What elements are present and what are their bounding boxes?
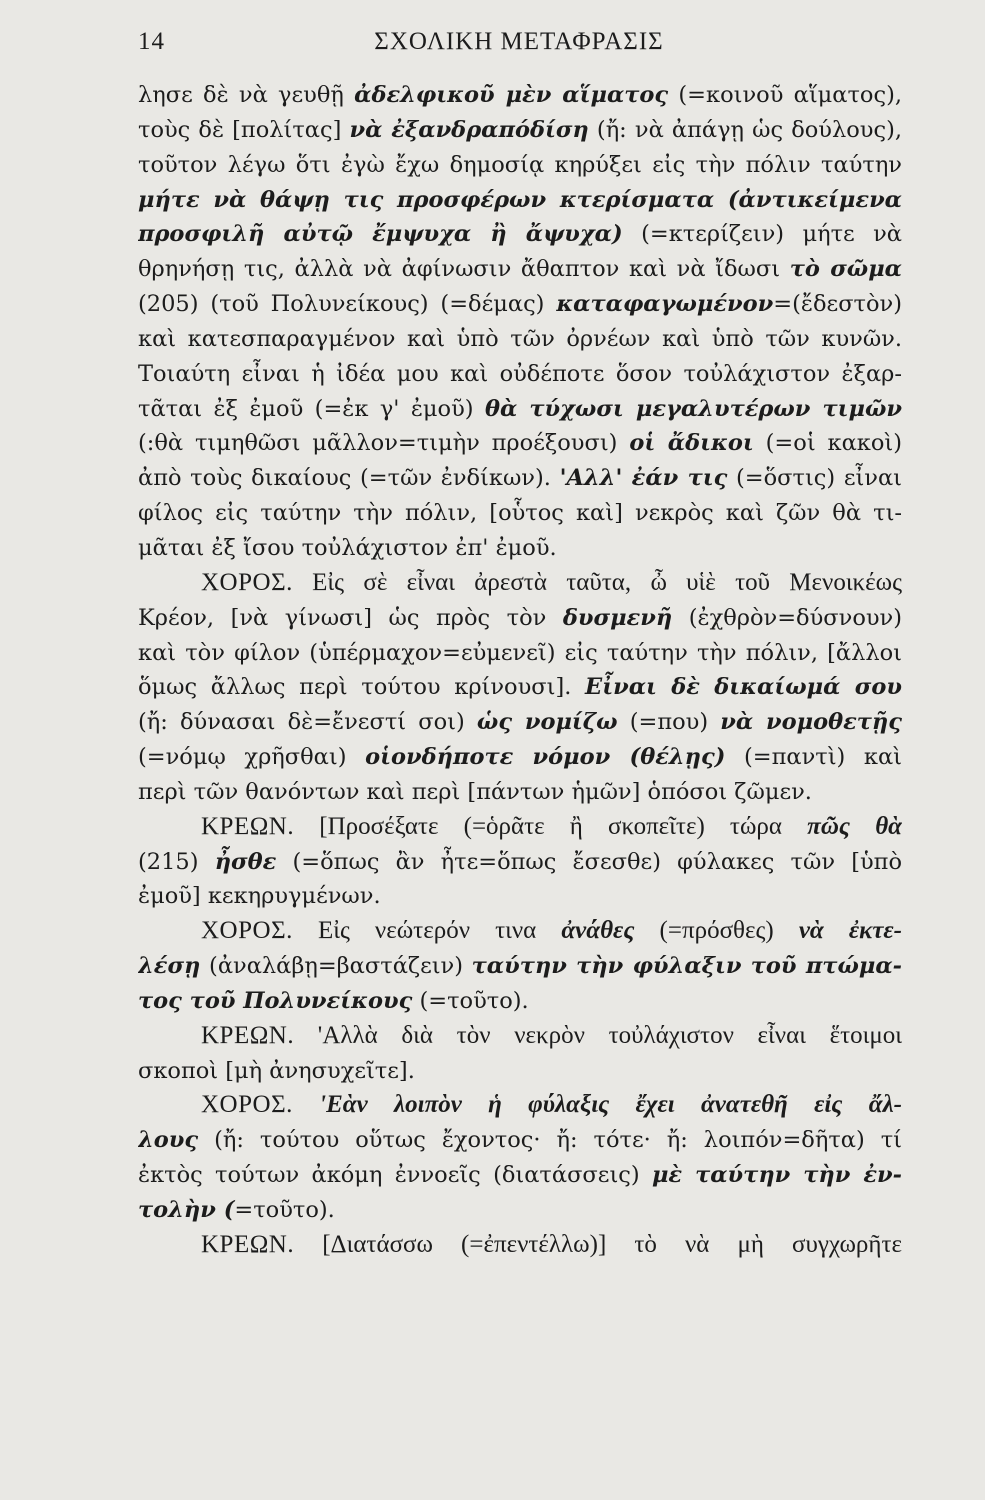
- text-run: (=παντὶ) καὶ: [725, 744, 902, 771]
- text-line: [138, 461, 902, 496]
- speaker-name: ΧΟΡΟΣ.: [201, 917, 293, 945]
- text-run: τᾶται ἐξ ἐμοῦ (=ἐκ γ' ἐμοῦ): [138, 395, 485, 422]
- emphasized-text: 'Εὰν λοιπὸν ἡ φύλαξις ἔχει ἀνατεθῆ εἰς ἄλ-: [292, 1091, 902, 1119]
- text-line: [138, 566, 902, 601]
- text-run: (ἤ: δύνασαι δὲ=ἔνεστί σοι): [138, 709, 477, 736]
- text-line: [138, 775, 902, 810]
- emphasized-text: δυσμενῆ: [562, 604, 673, 631]
- running-title: ΣΧΟΛΙΚΗ ΜΕΤΑΦΡΑΣΙΣ: [374, 28, 664, 55]
- text-line: [138, 636, 902, 671]
- text-line: [138, 183, 902, 218]
- text-line: [138, 322, 902, 357]
- emphasized-text: πῶς θὰ: [807, 812, 902, 840]
- text-run: Εἰς νεώτερόν τινα: [292, 917, 562, 945]
- emphasized-text: νὰ ἐξανδραπόδίση: [349, 116, 589, 143]
- text-line: [138, 1123, 902, 1158]
- emphasized-text: Εἶναι δὲ δικαίωμά σου: [585, 674, 902, 701]
- speaker-name: ΚΡΕΩΝ.: [201, 1230, 295, 1258]
- emphasized-text: τος τοῦ Πολυνείκους: [138, 987, 413, 1014]
- emphasized-text: ταύτην τὴν φύλαξιν τοῦ πτώμα-: [471, 953, 902, 980]
- text-run: (ἤ: τούτου οὕτως ἔχοντος· ἤ: τότε· ἤ: λοιπόν=δῆτα) τί: [198, 1127, 902, 1154]
- emphasized-text: 'Αλλ' ἐάν τις: [559, 465, 728, 492]
- text-line: [138, 705, 902, 740]
- text-line: [138, 252, 902, 287]
- emphasized-text: νὰ ἐκτε-: [798, 917, 902, 945]
- text-run: ὅμως ἄλλως περὶ τούτου κρίνουσι].: [138, 674, 586, 701]
- body-text: [138, 78, 902, 1263]
- emphasized-text: ἀνάθες: [561, 917, 635, 945]
- emphasized-text: ὡς νομίζω: [476, 709, 618, 736]
- text-run: (=που): [617, 709, 721, 736]
- text-run: (=κτερίζειν) μήτε νὰ: [622, 221, 902, 248]
- text-run: μᾶται ἐξ ἴσου τοὐλάχιστον ἐπ' ἐμοῦ.: [138, 534, 557, 561]
- speaker-name: ΚΡΕΩΝ.: [201, 812, 295, 840]
- text-run: (=κοινοῦ αἵματος),: [668, 82, 902, 108]
- text-run: =τοῦτο).: [234, 1197, 335, 1223]
- text-line: [138, 914, 902, 949]
- text-line: [138, 601, 902, 636]
- text-line: [138, 1158, 902, 1193]
- text-run: λησε δὲ νὰ γευθῇ: [138, 82, 355, 108]
- emphasized-text: ἦσθε: [214, 848, 277, 875]
- text-line: [138, 984, 902, 1019]
- text-run: Τοιαύτη εἶναι ἡ ἰδέα μου καὶ οὐδέποτε ὅσον τοὐλάχιστον ἐξαρ-: [138, 360, 902, 387]
- text-line: [138, 287, 902, 322]
- page-header: [138, 28, 900, 64]
- text-line: [138, 949, 902, 984]
- text-line: [138, 845, 902, 880]
- text-line: [138, 1019, 902, 1054]
- text-run: καὶ κατεσπαραγμένον καὶ ὑπὸ τῶν ὀρνέων καὶ ὑπὸ τῶν κυνῶν.: [138, 325, 902, 352]
- text-line: [138, 148, 902, 183]
- text-run: (ἀναλάβῃ=βαστάζειν): [200, 953, 472, 980]
- text-line: [138, 879, 902, 914]
- text-line: [138, 1088, 902, 1123]
- emphasized-text: καταφαγωμένον: [556, 291, 774, 318]
- text-run: =(ἔδεστὸν): [773, 291, 902, 318]
- text-run: (ἤ: νὰ ἀπάγῃ ὡς δούλους),: [588, 116, 902, 143]
- text-run: τοὺς δὲ [πολίτας]: [138, 116, 350, 143]
- text-line: [138, 531, 902, 566]
- text-line: [138, 357, 902, 392]
- text-line: [138, 113, 902, 148]
- text-run: (ἐχθρὸν=δύσνουν): [672, 604, 902, 631]
- emphasized-text: λέσῃ: [138, 953, 201, 980]
- text-run: καὶ τὸν φίλον (ὑπέρμαχον=εὐμενεῖ) εἰς ταύτην τὴν πόλιν, [ἄλλοι: [138, 639, 902, 666]
- text-run: (=τοῦτο).: [412, 987, 529, 1014]
- text-run: (205) (τοῦ Πολυνείκους) (=δέμας): [138, 291, 557, 318]
- text-run: (=ὅστις) εἶναι: [727, 465, 902, 492]
- emphasized-text: λους: [138, 1127, 199, 1154]
- text-line: [138, 217, 902, 252]
- text-run: ἐκτὸς τούτων ἀκόμη ἐννοεῖς (διατάσσεις): [138, 1162, 652, 1189]
- text-line: [138, 1193, 902, 1228]
- text-run: (=νόμῳ χρῆσθαι): [138, 744, 366, 771]
- emphasized-text: θὰ τύχωσι μεγαλυτέρων τιμῶν: [484, 395, 902, 422]
- text-run: 'Αλλὰ διὰ τὸν νεκρὸν τοὐλάχιστον εἶναι ἕτοιμοι: [294, 1021, 902, 1049]
- text-run: περὶ τῶν θανόντων καὶ περὶ [πάντων ἡμῶν] ὁπόσοι ζῶμεν.: [138, 778, 812, 805]
- text-line: [138, 496, 902, 531]
- text-run: ἀπὸ τοὺς δικαίους (=τῶν ἐνδίκων).: [138, 465, 560, 492]
- text-run: (=πρόσθες): [634, 917, 799, 945]
- speaker-name: ΚΡΕΩΝ.: [201, 1021, 295, 1049]
- text-line: [138, 670, 902, 705]
- text-run: φίλος εἰς ταύτην τὴν πόλιν, [οὗτος καὶ] νεκρὸς καὶ ζῶν θὰ τι-: [138, 500, 902, 527]
- text-run: σκοποὶ [μὴ ἀνησυχεῖτε].: [138, 1057, 415, 1084]
- emphasized-text: νὰ νομοθετῇς: [720, 709, 902, 736]
- text-run: τοῦτον λέγω ὅτι ἐγὼ ἔχω δημοσίᾳ κηρύξει εἰς τὴν πόλιν ταύτην: [138, 151, 902, 178]
- emphasized-text: οἱ ἄδικοι: [629, 430, 754, 457]
- text-run: [Προσέξατε (=ὁρᾶτε ἢ σκοπεῖτε) τώρα: [294, 812, 808, 840]
- text-line: [138, 740, 902, 775]
- text-run: θρηνήσῃ τις, ἀλλὰ νὰ ἀφίνωσιν ἄθαπτον καὶ νὰ ἴδωσι: [138, 256, 790, 283]
- text-line: [138, 78, 902, 113]
- page-number: 14: [138, 28, 165, 55]
- text-run: ἐμοῦ] κεκηρυγμένων.: [138, 883, 381, 910]
- text-run: (=οἱ κακοὶ): [753, 430, 902, 457]
- speaker-name: ΧΟΡΟΣ.: [201, 568, 293, 596]
- emphasized-text: ἀδελφικοῦ μὲν αἵματος: [354, 82, 669, 108]
- text-line: [138, 392, 902, 427]
- emphasized-text: μήτε νὰ θάψῃ τις προσφέρων κτερίσματα (ἀντικείμενα: [138, 186, 902, 213]
- text-line: [138, 426, 902, 461]
- emphasized-text: προσφιλῆ αὐτῷ ἔμψυχα ἢ ἄψυχα): [138, 221, 623, 248]
- emphasized-text: τὸ σῶμα: [789, 256, 902, 283]
- speaker-name: ΧΟΡΟΣ.: [201, 1091, 293, 1119]
- text-run: (=ὅπως ἂν ἦτε=ὅπως ἔσεσθε) φύλακες τῶν [ὑπὸ: [276, 848, 902, 875]
- text-run: [Διατάσσω (=ἐπεντέλλω)] τὸ νὰ μὴ συγχωρῆτε: [294, 1230, 902, 1258]
- text-line: [138, 810, 902, 845]
- emphasized-text: οἱονδήποτε νόμον (θέλῃς): [365, 744, 726, 771]
- text-run: Κρέον, [νὰ γίνωσι] ὡς πρὸς τὸν: [138, 604, 563, 631]
- emphasized-text: μὲ ταύτην τὴν ἐν-: [651, 1162, 902, 1189]
- text-line: [138, 1054, 902, 1089]
- text-run: (215): [138, 848, 215, 875]
- text-line: [138, 1228, 902, 1263]
- text-run: (:θὰ τιμηθῶσι μᾶλλον=τιμὴν προέξουσι): [138, 430, 630, 457]
- text-run: Εἰς σὲ εἶναι ἀρεστὰ ταῦτα, ὦ υἱὲ τοῦ Μενοικέως: [292, 568, 902, 596]
- emphasized-text: τολὴν (: [138, 1197, 235, 1223]
